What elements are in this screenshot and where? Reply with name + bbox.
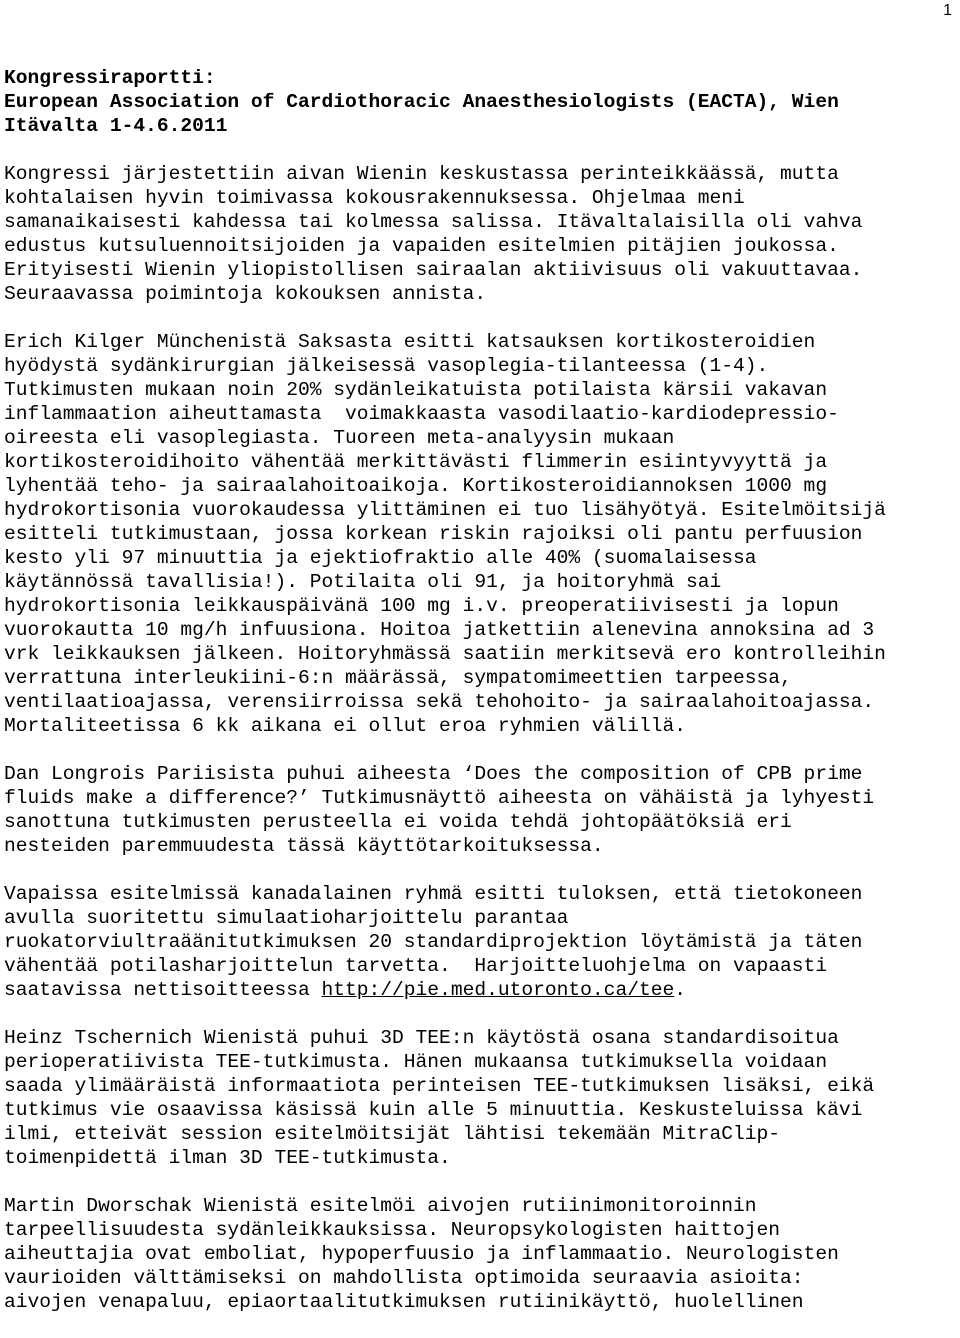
- text-line: saada ylimääräistä informaatiota perinteisen TEE-tutkimuksen lisäksi, eikä: [4, 1075, 875, 1097]
- text-line: ilmi, etteivät session esitelmöitsijät lähtisi tekemään MitraClip-: [4, 1123, 781, 1145]
- text-line: vrk leikkauksen jälkeen. Hoitoryhmässä saatiin merkitsevä ero kontrolleihin: [4, 643, 886, 665]
- text-line: samanaikaisesti kahdessa tai kolmessa salissa. Itävaltalaisilla oli vahva: [4, 211, 863, 233]
- text-line: esitteli tutkimustaan, jossa korkean riskin rajoiksi oli pantu perfuusion: [4, 523, 863, 545]
- text-line: fluids make a difference?’ Tutkimusnäyttö aiheesta on vähäistä ja lyhyesti: [4, 787, 875, 809]
- page-number: 1: [943, 2, 952, 19]
- text-line: vähentää potilasharjoittelun tarvetta. Harjoitteluohjelma on vapaasti: [4, 955, 828, 977]
- title-line: Itävalta 1-4.6.2011: [4, 115, 228, 137]
- text-line: Seuraavassa poimintoja kokouksen annista.: [4, 283, 487, 305]
- text-line: Mortaliteetissa 6 kk aikana ei ollut eroa ryhmien välillä.: [4, 715, 686, 737]
- link-prefix-text: saatavissa nettisoitteessa: [4, 979, 322, 1001]
- text-line: hyödystä sydänkirurgian jälkeisessä vasoplegia-tilanteessa (1-4).: [4, 355, 769, 377]
- link-suffix-text: .: [674, 979, 686, 1001]
- text-line: kesto yli 97 minuuttia ja ejektiofraktio alle 40% (suomalaisessa: [4, 547, 757, 569]
- text-line: avulla suoritettu simulaatioharjoittelu parantaa: [4, 907, 569, 929]
- text-line: Dan Longrois Pariisista puhui aiheesta ‘Does the composition of CPB prime: [4, 763, 863, 785]
- text-line: toimenpidettä ilman 3D TEE-tutkimusta.: [4, 1147, 451, 1169]
- report-title: [4, 66, 956, 138]
- text-line: sanottuna tutkimusten perusteella ei voida tehdä johtopäätöksiä eri: [4, 811, 792, 833]
- intro-paragraph: [4, 162, 956, 306]
- text-line: perioperatiivista TEE-tutkimusta. Hänen mukaansa tutkimuksella voidaan: [4, 1051, 828, 1073]
- text-line: edustus kutsuluennoitsijoiden ja vapaiden esitelmien pitäjien joukossa.: [4, 235, 839, 257]
- text-line: nesteiden paremmuudesta tässä käyttötarkoituksessa.: [4, 835, 604, 857]
- text-line: vuorokautta 10 mg/h infuusiona. Hoitoa jatkettiin alenevina annoksina ad 3: [4, 619, 875, 641]
- text-line: Martin Dworschak Wienistä esitelmöi aivojen rutiinimonitoroinnin: [4, 1195, 757, 1217]
- text-line: inflammaation aiheuttamasta voimakkaasta vasodilaatio-kardiodepressio-: [4, 403, 839, 425]
- text-line: Kongressi järjestettiin aivan Wienin keskustassa perinteikkäässä, mutta: [4, 163, 839, 185]
- text-line: ventilaatioajassa, verensiirroissa sekä tehohoito- ja sairaalahoitoajassa.: [4, 691, 875, 713]
- tee-training-link[interactable]: http://pie.med.utoronto.ca/tee: [321, 979, 675, 1001]
- text-line: aiheuttajia ovat emboliat, hypoperfuusio ja inflammaatio. Neurologisten: [4, 1243, 839, 1265]
- text-line: Erityisesti Wienin yliopistollisen sairaalan aktiivisuus oli vakuuttavaa.: [4, 259, 863, 281]
- title-line: European Association of Cardiothoracic Anaesthesiologists (EACTA), Wien: [4, 91, 839, 113]
- text-line: verrattuna interleukiini-6:n määrässä, sympatomimeettien tarpeessa,: [4, 667, 792, 689]
- longrois-paragraph: [4, 762, 956, 858]
- text-line: kohtalaisen hyvin toimivassa kokousrakennuksessa. Ohjelmaa meni: [4, 187, 745, 209]
- text-line: hydrokortisonia vuorokaudessa ylittäminen ei tuo lisähyötyä. Esitelmöitsijä: [4, 499, 886, 521]
- text-line: lyhentää teho- ja sairaalahoitoaikoja. Kortikosteroidiannoksen 1000 mg: [4, 475, 828, 497]
- document-body: [4, 66, 956, 1338]
- text-line: tarpeellisuudesta sydänleikkauksissa. Neuropsykologisten haittojen: [4, 1219, 781, 1241]
- title-line: Kongressiraportti:: [4, 67, 216, 89]
- text-line: vaurioiden välttämiseksi on mahdollista optimoida seuraavia asioita:: [4, 1267, 804, 1289]
- text-line: oireesta eli vasoplegiasta. Tuoreen meta-analyysin mukaan: [4, 427, 675, 449]
- text-line: Vapaissa esitelmissä kanadalainen ryhmä esitti tuloksen, että tietokoneen: [4, 883, 863, 905]
- tschernich-paragraph: [4, 1026, 956, 1170]
- text-line: Erich Kilger Münchenistä Saksasta esitti katsauksen kortikosteroidien: [4, 331, 816, 353]
- text-line: Tutkimusten mukaan noin 20% sydänleikatuista potilaista kärsii vakavan: [4, 379, 828, 401]
- text-line: käytännössä tavallisia!). Potilaita oli 91, ja hoitoryhmä sai: [4, 571, 722, 593]
- text-line: Heinz Tschernich Wienistä puhui 3D TEE:n käytöstä osana standardisoitua: [4, 1027, 839, 1049]
- text-line: hydrokortisonia leikkauspäivänä 100 mg i.v. preoperatiivisesti ja lopun: [4, 595, 839, 617]
- kilger-paragraph: [4, 330, 956, 738]
- text-line: kortikosteroidihoito vähentää merkittävästi flimmerin esiintyvyyttä ja: [4, 451, 828, 473]
- text-line: tutkimus vie osaavissa käsissä kuin alle 5 minuuttia. Keskusteluissa kävi: [4, 1099, 863, 1121]
- canadian-paragraph: [4, 882, 956, 1002]
- text-line: ruokatorviultraäänitutkimuksen 20 standardiprojektion löytämistä ja täten: [4, 931, 863, 953]
- text-line: aivojen venapaluu, epiaortaalitutkimuksen rutiinikäyttö, huolellinen: [4, 1291, 804, 1313]
- dworschak-paragraph: [4, 1194, 956, 1314]
- text-line: [4, 978, 956, 1002]
